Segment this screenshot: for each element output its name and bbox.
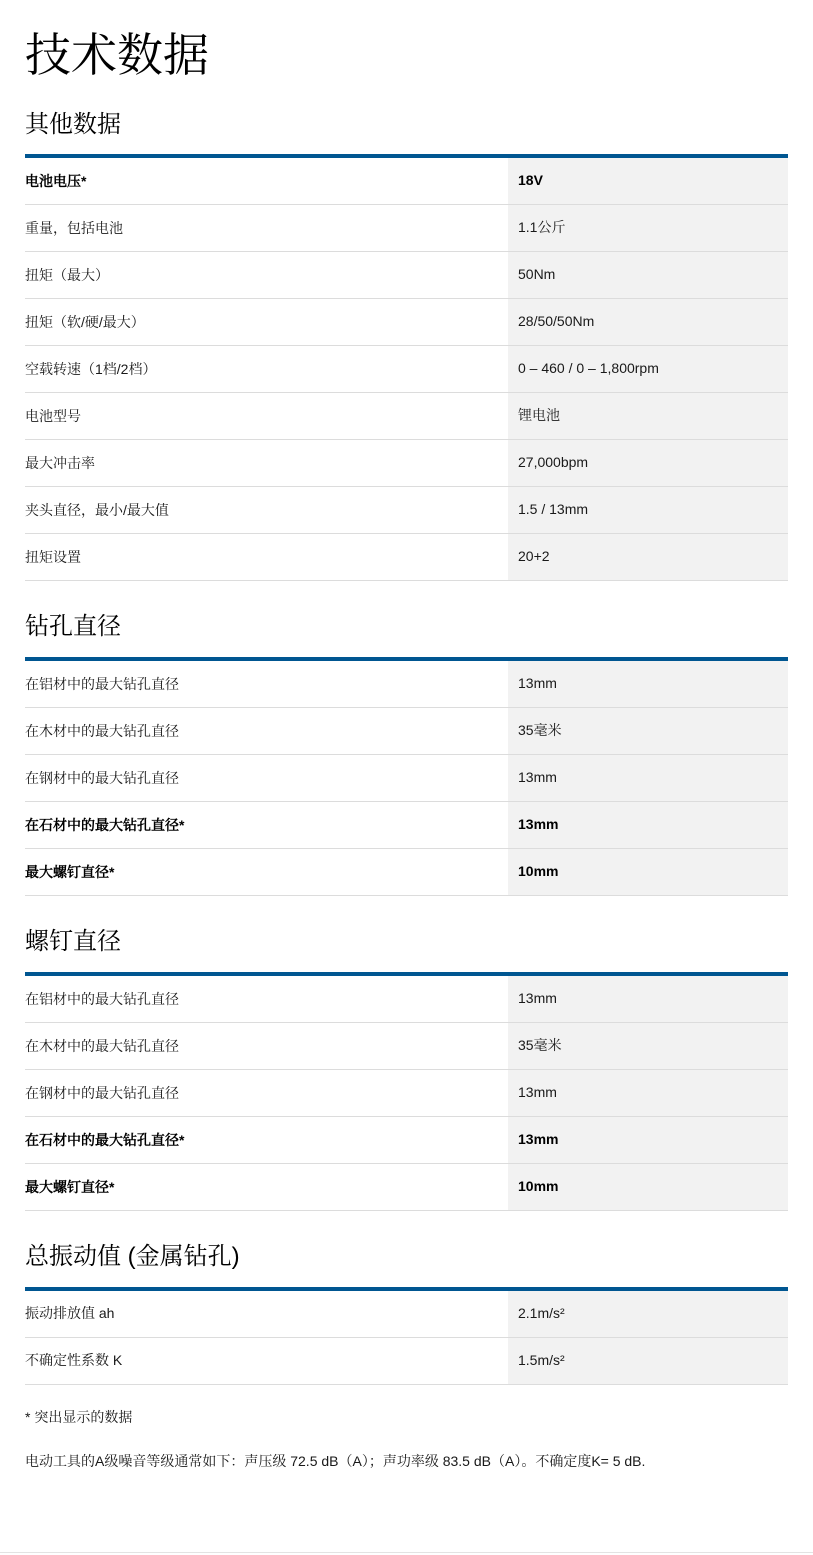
spec-row (25, 440, 788, 487)
spec-row (25, 158, 788, 205)
spec-value: 35毫米 (518, 1036, 562, 1053)
spec-row (25, 299, 788, 346)
spec-value-cell (508, 755, 788, 801)
spec-label: 在木材中的最大钻孔直径 (25, 722, 179, 739)
spec-row (25, 1164, 788, 1211)
spec-label: 最大螺钉直径* (25, 1178, 115, 1195)
spec-value-cell (508, 661, 788, 707)
spec-value: 35毫米 (518, 722, 562, 739)
spec-label: 重量，包括电池 (25, 219, 123, 236)
spec-value: 50Nm (518, 266, 556, 283)
spec-label: 扭矩（最大） (25, 266, 109, 283)
section-heading: 螺钉直径 (25, 928, 121, 956)
footnote-noise-levels: 电动工具的A级噪音等级通常如下：声压级 72.5 dB（A）；声功率级 83.5 dB（A）。不确定度K= 5 dB. (25, 1453, 646, 1470)
spec-value: 27,000bpm (518, 454, 589, 471)
spec-value: 1.5 / 13mm (518, 501, 589, 518)
spec-label: 最大螺钉直径* (25, 863, 115, 880)
spec-value: 0 – 460 / 0 – 1,800rpm (518, 360, 659, 377)
spec-label: 空载转速（1档/2档） (25, 360, 157, 377)
spec-value: 13mm (518, 769, 557, 786)
spec-label: 在石材中的最大钻孔直径* (25, 816, 185, 833)
spec-row (25, 976, 788, 1023)
section-heading: 总振动值 (金属钻孔) (25, 1242, 240, 1270)
section-heading: 钻孔直径 (25, 613, 121, 641)
spec-table (25, 657, 788, 896)
spec-value: 1.1公斤 (518, 219, 566, 236)
spec-value-cell (508, 1338, 788, 1384)
spec-value-cell (508, 976, 788, 1022)
spec-sections (25, 111, 788, 1385)
spec-row (25, 1291, 788, 1338)
spec-value: 10mm (518, 1177, 559, 1194)
spec-label: 在石材中的最大钻孔直径* (25, 1131, 185, 1148)
bottom-divider (0, 1552, 813, 1553)
spec-label: 不确定性系数 K (25, 1352, 123, 1369)
spec-section (25, 111, 788, 582)
spec-value-cell (508, 849, 788, 895)
spec-row (25, 849, 788, 896)
spec-row (25, 1338, 788, 1385)
spec-row (25, 205, 788, 252)
spec-row (25, 252, 788, 299)
page-title: 技术数据 (25, 29, 209, 81)
spec-value: 10mm (518, 863, 559, 880)
spec-row (25, 755, 788, 802)
spec-row (25, 1070, 788, 1117)
spec-value-cell (508, 158, 788, 204)
section-heading: 其他数据 (25, 110, 121, 138)
spec-value-cell (508, 708, 788, 754)
spec-label: 在木材中的最大钻孔直径 (25, 1037, 179, 1054)
spec-value: 13mm (518, 675, 557, 692)
spec-value-cell (508, 1291, 788, 1337)
spec-value: 18V (518, 172, 543, 189)
spec-value-cell (508, 205, 788, 251)
spec-value: 13mm (518, 989, 557, 1006)
spec-row (25, 393, 788, 440)
spec-row (25, 487, 788, 534)
spec-value: 锂电池 (518, 407, 560, 424)
spec-row (25, 1023, 788, 1070)
spec-section (25, 928, 788, 1211)
spec-section (25, 613, 788, 896)
spec-section (25, 1243, 788, 1385)
spec-table (25, 154, 788, 581)
spec-value-cell (508, 802, 788, 848)
spec-row (25, 802, 788, 849)
spec-value-cell (508, 1023, 788, 1069)
spec-value-cell (508, 346, 788, 392)
spec-value: 13mm (518, 816, 559, 833)
spec-value-cell (508, 299, 788, 345)
spec-value: 13mm (518, 1130, 559, 1147)
spec-label: 在铝材中的最大钻孔直径 (25, 990, 179, 1007)
spec-value-cell (508, 534, 788, 580)
spec-label: 在铝材中的最大钻孔直径 (25, 675, 179, 692)
spec-label: 振动排放值 ah (25, 1305, 115, 1322)
spec-row (25, 661, 788, 708)
spec-value-cell (508, 487, 788, 533)
spec-row (25, 534, 788, 581)
spec-value: 2.1m/s² (518, 1304, 565, 1321)
spec-row (25, 1117, 788, 1164)
spec-label: 扭矩（软/硬/最大） (25, 313, 145, 330)
spec-table (25, 972, 788, 1211)
spec-value: 13mm (518, 1083, 557, 1100)
spec-row (25, 708, 788, 755)
footnotes (25, 1407, 788, 1555)
spec-label: 最大冲击率 (25, 454, 95, 471)
spec-row (25, 346, 788, 393)
spec-label: 电池电压* (25, 172, 87, 189)
spec-value: 28/50/50Nm (518, 313, 595, 330)
spec-value-cell (508, 440, 788, 486)
spec-label: 扭矩设置 (25, 548, 81, 565)
spec-value-cell (508, 1070, 788, 1116)
spec-label: 电池型号 (25, 407, 81, 424)
spec-label: 夹头直径，最小/最大值 (25, 501, 169, 518)
spec-value-cell (508, 1164, 788, 1210)
spec-label: 在钢材中的最大钻孔直径 (25, 769, 179, 786)
spec-value: 1.5m/s² (518, 1351, 565, 1368)
footnote-highlighted-data: * 突出显示的数据 (25, 1408, 133, 1425)
spec-value-cell (508, 252, 788, 298)
spec-label: 在钢材中的最大钻孔直径 (25, 1084, 179, 1101)
spec-value-cell (508, 1117, 788, 1163)
spec-value-cell (508, 393, 788, 439)
spec-table (25, 1287, 788, 1385)
spec-value: 20+2 (518, 548, 550, 565)
